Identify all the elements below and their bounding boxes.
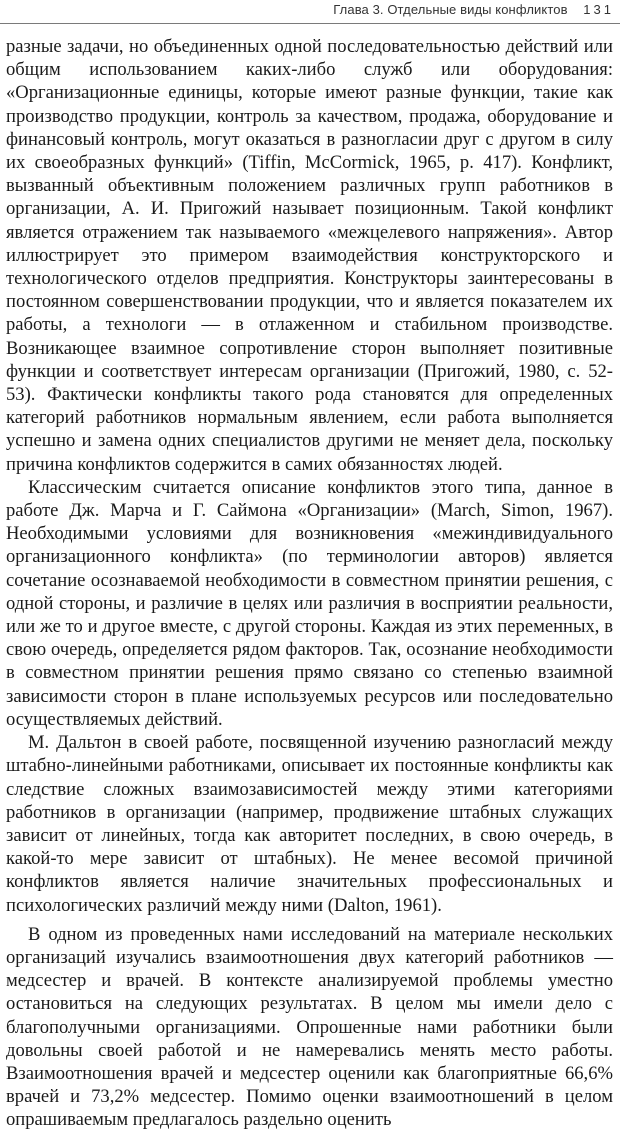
page-number: 131 — [583, 2, 614, 17]
paragraph-2: Классическим считается описание конфликтов этого типа, данное в работе Дж. Марча и Г. Саймона «Организации» (March, Simon, 1967). Необходимыми условиями для возникновения «межиндивидуального организационного конфликта» (по терминологии авторов) является сочетание осознаваемой необходимости в совместном принятии решения, с одной стороны, и различие в целях или различия в восприятии реальности, или же то и другое вместе, с другой стороны. Каждая из этих переменных, в свою очередь, определяется рядом факторов. Так, осознание необходимости в совместном принятии решения прямо связано со степенью взаимной зависимости сторон в плане используемых ресурсов или последовательно осуществляемых действий. — [6, 476, 613, 730]
header-rule — [0, 23, 620, 24]
chapter-title: Глава 3. Отдельные виды конфликтов — [333, 2, 568, 17]
paragraph-4: В одном из проведенных нами исследований на материале нескольких организаций изучались взаимоотношения двух категорий работников — медсестер и врачей. В контексте анализируемой проблемы уместно остановиться на следующих результатах. В целом мы имели дело с благополучными организациями. Опрошенные нами работники были довольны своей работой и не намеревались менять место работы. Взаимоотношения врачей и медсестер оценили как благоприятные 66,6% врачей и 73,2% медсестер. Помимо оценки взаимоотношений в целом опрашиваемым предлагалось раздельно оценить — [6, 923, 613, 1131]
paragraph-3: М. Дальтон в своей работе, посвященной изучению разногласий между штабно-линейными работниками, описывает их постоянные конфликты как следствие сложных взаимозависимостей между этими категориями работников в организации (например, продвижение штабных служащих зависит от линейных, тогда как авторитет последних, в свою очередь, в какой-то мере зависит от штабных). Не менее весомой причиной конфликтов является наличие значительных профессиональных и психологических различий между ними (Dalton, 1961). — [6, 732, 613, 916]
running-head — [333, 2, 614, 17]
paragraph-1: разные задачи, но объединенных одной последовательностью действий или общим использованием каких-либо служб или оборудования: «Организационные единицы, которые имеют разные функции, такие как производство продукции, контроль за качеством, продажа, оборудование и финансовый контроль, могут оказаться в разногласии друг с другом в силу их своеобразных функций» (Tiffin, McCormick, 1965, p. 417). Конфликт, вызванный объективным положением различных групп работников в организации, А. И. Пригожий называет позиционным. Такой конфликт является отражением так называемого «межцелевого напряжения». Автор иллюстрирует это примером взаимодействия конструкторского и технологического отделов предприятия. Конструкторы заинтересованы в постоянном совершенствовании продукции, что и является показателем их работы, а технологи — в отлаженном и стабильном производстве. Возникающее взаимное сопротивление сторон выполняет позитивные функции и соответствует интересам организации (Пригожий, 1980, с. 52-53). Фактически конфликты такого рода становятся для определенных категорий работников нормальным явлением, если работа выполняется успешно и замена одних специалистов другими не меняет дела, поскольку причина конфликтов содержится в самих обязанностях людей. — [6, 36, 613, 475]
body-text — [6, 35, 613, 1132]
